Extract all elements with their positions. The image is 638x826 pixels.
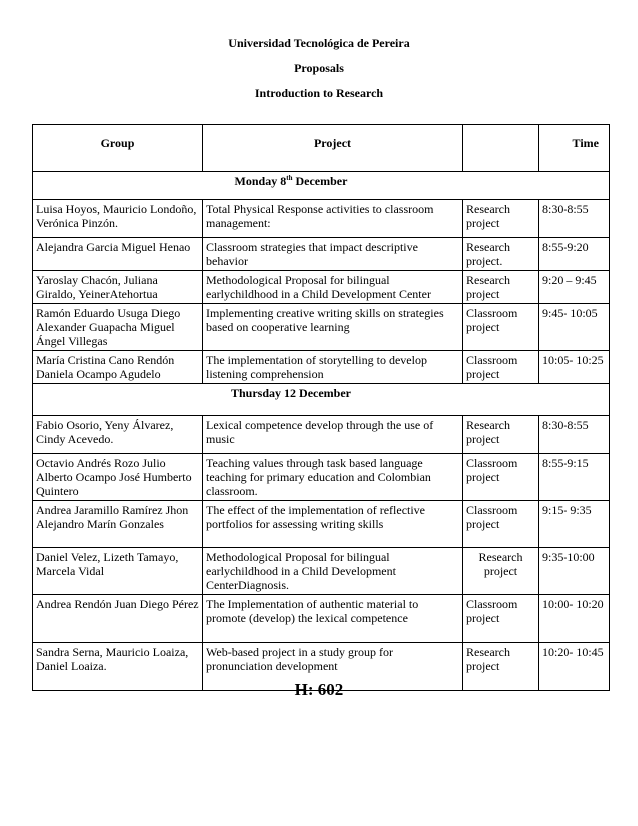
- table-row: [33, 351, 610, 384]
- table-row: [33, 501, 610, 548]
- time-cell: 9:20 – 9:45: [539, 271, 610, 304]
- proposals-schedule-table: [32, 124, 610, 691]
- project-cell: Web-based project in a study group for pronunciation development: [203, 643, 463, 691]
- project-cell: The implementation of storytelling to develop listening comprehension: [203, 351, 463, 384]
- table-row: [33, 304, 610, 351]
- column-header-project: Project: [203, 125, 463, 172]
- group-cell: Luisa Hoyos, Mauricio Londoño, Verónica Pinzón.: [33, 200, 203, 238]
- document-header: [0, 36, 638, 111]
- time-cell: 8:30-8:55: [539, 416, 610, 454]
- type-cell: Research project: [463, 643, 539, 691]
- table-row: [33, 200, 610, 238]
- type-cell: Classroom project: [463, 501, 539, 548]
- time-cell: 9:45- 10:05: [539, 304, 610, 351]
- project-cell: Methodological Proposal for bilingual earlychildhood in a Child Development CenterDiagnosis.: [203, 548, 463, 595]
- type-cell: Research project: [463, 548, 539, 595]
- project-cell: Lexical competence develop through the use of music: [203, 416, 463, 454]
- column-header-time: Time: [539, 125, 610, 172]
- group-cell: Fabio Osorio, Yeny Álvarez, Cindy Acevedo.: [33, 416, 203, 454]
- time-cell: 10:05- 10:25: [539, 351, 610, 384]
- type-cell: Classroom project: [463, 351, 539, 384]
- time-cell: 9:35-10:00: [539, 548, 610, 595]
- day-row-monday: [33, 172, 610, 200]
- type-cell: Research project.: [463, 238, 539, 271]
- column-header-group: Group: [33, 125, 203, 172]
- project-cell: Implementing creative writing skills on strategies based on cooperative learning: [203, 304, 463, 351]
- table-row: [33, 271, 610, 304]
- day-label: Thursday 12 December: [33, 384, 610, 416]
- group-cell: Yaroslay Chacón, Juliana Giraldo, YeinerAtehortua: [33, 271, 203, 304]
- type-cell: Classroom project: [463, 454, 539, 501]
- type-cell: Research project: [463, 200, 539, 238]
- room-label: H: 602: [294, 680, 344, 699]
- document-title: Proposals: [294, 61, 344, 75]
- type-cell: Research project: [463, 416, 539, 454]
- time-cell: 9:15- 9:35: [539, 501, 610, 548]
- time-cell: 8:55-9:20: [539, 238, 610, 271]
- project-cell: Methodological Proposal for bilingual earlychildhood in a Child Development Center: [203, 271, 463, 304]
- group-cell: Andrea Rendón Juan Diego Pérez: [33, 595, 203, 643]
- time-cell: 8:55-9:15: [539, 454, 610, 501]
- time-cell: 8:30-8:55: [539, 200, 610, 238]
- group-cell: Andrea Jaramillo Ramírez Jhon Alejandro Marín Gonzales: [33, 501, 203, 548]
- table-row: [33, 416, 610, 454]
- university-name: Universidad Tecnológica de Pereira: [228, 36, 410, 50]
- type-cell: Research project: [463, 271, 539, 304]
- day-row-thursday: [33, 384, 610, 416]
- project-cell: Classroom strategies that impact descriptive behavior: [203, 238, 463, 271]
- project-cell: The Implementation of authentic material to promote (develop) the lexical competence: [203, 595, 463, 643]
- column-header-type: [463, 125, 539, 172]
- time-cell: 10:00- 10:20: [539, 595, 610, 643]
- time-cell: 10:20- 10:45: [539, 643, 610, 691]
- table-row: [33, 548, 610, 595]
- group-cell: Daniel Velez, Lizeth Tamayo, Marcela Vidal: [33, 548, 203, 595]
- group-cell: Ramón Eduardo Usuga Diego Alexander Guapacha Miguel Ángel Villegas: [33, 304, 203, 351]
- group-cell: Octavio Andrés Rozo Julio Alberto Ocampo José Humberto Quintero: [33, 454, 203, 501]
- table-row: [33, 238, 610, 271]
- table-row: [33, 454, 610, 501]
- type-cell: Classroom project: [463, 595, 539, 643]
- project-cell: The effect of the implementation of reflective portfolios for assessing writing skills: [203, 501, 463, 548]
- group-cell: Sandra Serna, Mauricio Loaiza, Daniel Loaiza.: [33, 643, 203, 691]
- group-cell: María Cristina Cano Rendón Daniela Ocampo Agudelo: [33, 351, 203, 384]
- table-row: [33, 595, 610, 643]
- group-cell: Alejandra Garcia Miguel Henao: [33, 238, 203, 271]
- day-label: Monday 8th December: [33, 172, 610, 200]
- project-cell: Total Physical Response activities to classroom management:: [203, 200, 463, 238]
- type-cell: Classroom project: [463, 304, 539, 351]
- document-subtitle: Introduction to Research: [254, 86, 384, 100]
- project-cell: Teaching values through task based language teaching for primary education and Colombian classroom.: [203, 454, 463, 501]
- table-header-row: [33, 125, 610, 172]
